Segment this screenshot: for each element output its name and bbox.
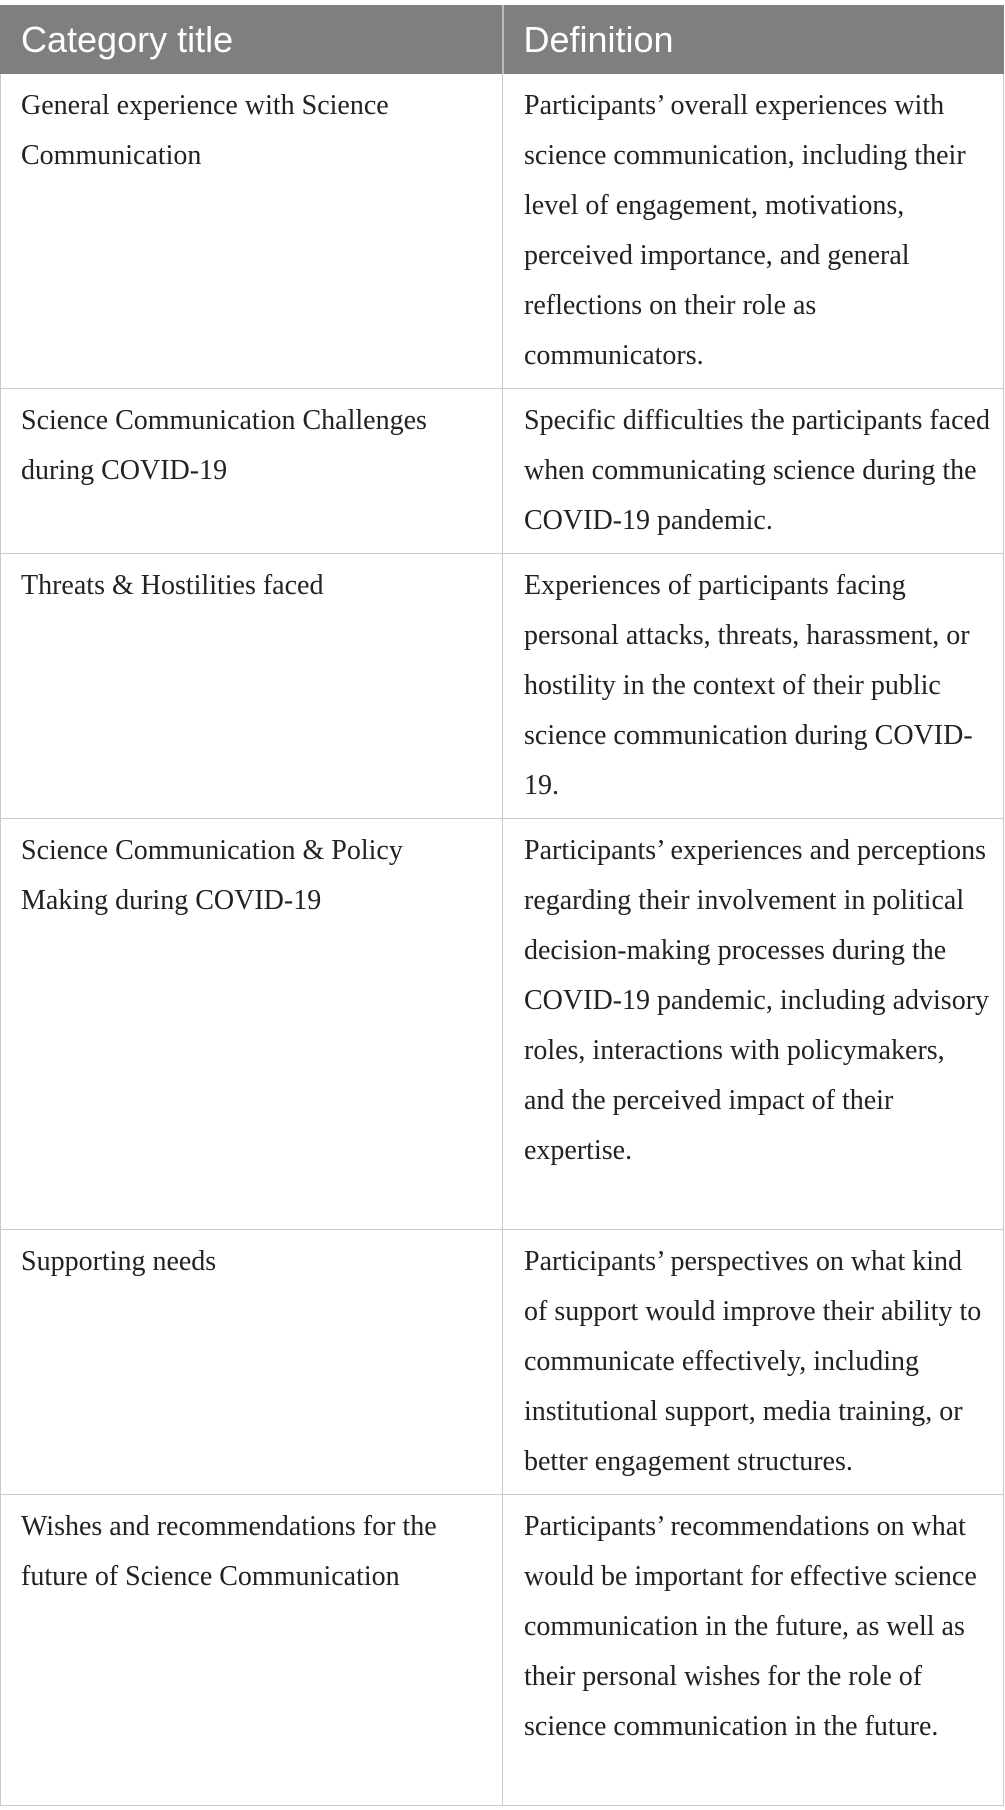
category-cell: Supporting needs — [1, 1230, 503, 1495]
table-row — [1, 819, 1004, 1230]
table-row — [1, 554, 1004, 819]
header-row — [1, 6, 1004, 74]
category-definition-table-container — [0, 5, 1003, 1806]
header-definition: Definition — [503, 6, 1004, 74]
definition-cell: Participants’ recommendations on what would be important for effective science communication in the future, as well as their personal wishes for the role of science communication in the future. — [503, 1495, 1004, 1806]
category-cell: General experience with Science Communication — [1, 74, 503, 389]
definition-cell: Experiences of participants facing personal attacks, threats, harassment, or hostility in the context of their public science communication during COVID-19. — [503, 554, 1004, 819]
table-body — [1, 74, 1004, 1806]
table-row — [1, 1230, 1004, 1495]
header-category-title: Category title — [1, 6, 503, 74]
table-header — [1, 6, 1004, 74]
category-cell: Threats & Hostilities faced — [1, 554, 503, 819]
category-cell: Science Communication & Policy Making during COVID-19 — [1, 819, 503, 1230]
table-row — [1, 74, 1004, 389]
category-cell: Wishes and recommendations for the future of Science Communication — [1, 1495, 503, 1806]
definition-cell: Participants’ overall experiences with science communication, including their level of engagement, motivations, perceived importance, and general reflections on their role as communicators. — [503, 74, 1004, 389]
table-row — [1, 1495, 1004, 1806]
table-row — [1, 389, 1004, 554]
definition-cell: Participants’ perspectives on what kind of support would improve their ability to communicate effectively, including institutional support, media training, or better engagement structures. — [503, 1230, 1004, 1495]
definition-cell: Participants’ experiences and perceptions regarding their involvement in political decision-making processes during the COVID-19 pandemic, including advisory roles, interactions with policymakers, and the perceived impact of their expertise. — [503, 819, 1004, 1230]
category-definition-table — [0, 5, 1004, 1806]
category-cell: Science Communication Challenges during COVID-19 — [1, 389, 503, 554]
definition-cell: Specific difficulties the participants faced when communicating science during the COVID-19 pandemic. — [503, 389, 1004, 554]
